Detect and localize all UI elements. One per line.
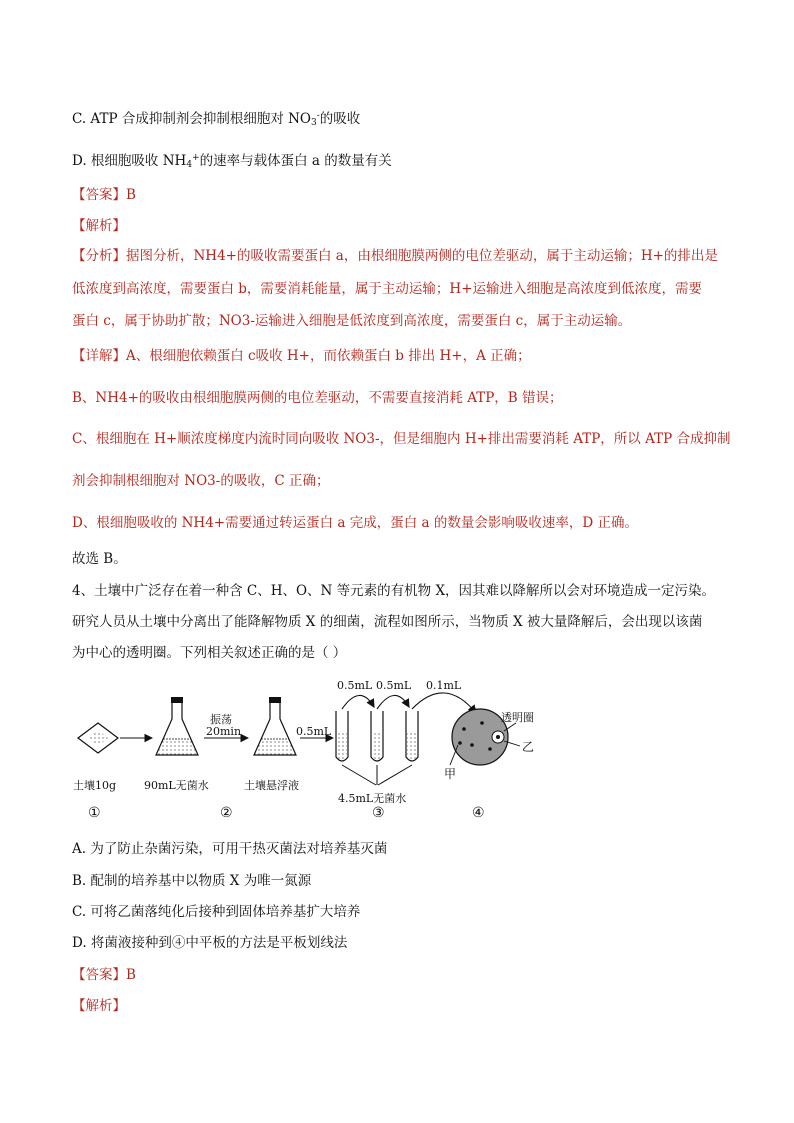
experiment-flow-diagram: [70, 673, 570, 833]
transfer-arrow: [377, 695, 409, 709]
water-90-label: 90mL无菌水: [144, 779, 209, 792]
step-3-label: ③: [372, 805, 385, 821]
shake-label: 振荡: [210, 713, 232, 726]
detail-c-line1: C、根细胞在 H+顺浓度梯度内流时同向吸收 NO3-，但是细胞内 H+排出需要消耗 ATP，所以 ATP 合成抑制: [72, 431, 731, 447]
petri-dish-icon: [452, 709, 508, 765]
option-d-text-end: 的速率与载体蛋白 a 的数量有关: [199, 153, 392, 169]
test-tube-icon: [406, 711, 418, 761]
answer-label: 【答案】: [72, 187, 126, 203]
jia-label: 甲: [444, 767, 457, 781]
transfer-arrow: [342, 695, 374, 709]
step-4-label: ④: [472, 805, 485, 821]
detail-d: D、根细胞吸收的 NH4+需要通过转运蛋白 a 完成，蛋白 a 的数量会影响吸收速率，D 正确。: [72, 515, 638, 531]
volume-label: 0.5mL: [376, 679, 412, 692]
option-c-text-end: 的吸收: [319, 111, 361, 127]
subscript: 4: [186, 160, 193, 170]
yi-label: 乙: [522, 740, 535, 754]
water-4-5-label: 4.5mL无菌水: [338, 792, 407, 805]
time-label: 20min: [206, 725, 242, 738]
answer-value: B: [126, 187, 136, 203]
volume-label: 0.5mL: [296, 725, 332, 738]
step-1-label: ①: [88, 805, 101, 821]
answer-value: B: [126, 967, 136, 983]
analysis-paragraph-line: 低浓度到高浓度，需要蛋白 b，需要消耗能量，属于主动运输；H+运输进入细胞是高浓度到低浓度，需要: [72, 281, 703, 297]
brace-lines: [342, 765, 412, 785]
analysis-label-2: 【解析】: [72, 998, 126, 1014]
soil-label: 土壤10g: [73, 779, 117, 792]
subscript: 3: [311, 118, 317, 128]
test-tube-icon: [336, 711, 348, 761]
volume-label: 0.5mL: [337, 679, 373, 692]
step-2-label: ②: [220, 805, 233, 821]
analysis-paragraph-line: 【分析】据图分析，NH4+的吸收需要蛋白 a，由根细胞膜两侧的电位差驱动，属于主动运输；H+的排出是: [72, 248, 718, 264]
option-c-text: C. ATP 合成抑制剂会抑制根细胞对 NO: [72, 111, 311, 127]
analysis-paragraph-line: 蛋白 c，属于协助扩散；NO3-运输进入细胞是低浓度到高浓度，需要蛋白 c，属于主动运输。: [72, 313, 632, 329]
option-a: A. 为了防止杂菌污染，可用干热灭菌法对培养基灭菌: [72, 841, 388, 857]
analysis-label-1: 【解析】: [72, 218, 126, 234]
detail-c-line2: 剂会抑制根细胞对 NO3-的吸收，C 正确；: [72, 473, 330, 489]
clear-zone-label: 透明圈: [501, 711, 534, 724]
detail-a: 【详解】A、根细胞依赖蛋白 c吸收 H+，而依赖蛋白 b 排出 H+，A 正确；: [72, 348, 531, 364]
flask-icon: [156, 697, 198, 755]
option-c: C. 可将乙菌落纯化后接种到固体培养基扩大培养: [72, 904, 361, 920]
test-tube-icon: [371, 711, 383, 761]
option-d-previous: [72, 148, 392, 175]
superscript: +: [192, 153, 200, 163]
transfer-arrow: [412, 693, 476, 713]
question-4-line: 研究人员从土壤中分离出了能降解物质 X 的细菌，流程如图所示，当物质 X 被大量降解后，会出现以该菌: [72, 614, 703, 630]
conclusion: 故选 B。: [72, 551, 127, 567]
detail-b: B、NH4+的吸收由根细胞膜两侧的电位差驱动，不需要直接消耗 ATP，B 错误；: [72, 390, 563, 406]
option-d: D. 将菌液接种到④中平板的方法是平板划线法: [72, 935, 348, 951]
option-c-previous: [72, 106, 360, 133]
volume-label: 0.1mL: [426, 679, 462, 692]
soil-sample-icon: [78, 723, 118, 753]
flask-icon: [254, 697, 296, 755]
suspension-label: 土壤悬浮液: [244, 779, 299, 792]
question-4-line: 为中心的透明圈。下列相关叙述正确的是（ ）: [72, 645, 347, 661]
answer-line-2: [72, 965, 136, 985]
superscript: -: [316, 111, 320, 121]
option-d-text: D. 根细胞吸收 NH: [72, 153, 187, 169]
answer-label: 【答案】: [72, 967, 126, 983]
question-4-line: 4、土壤中广泛存在着一种含 C、H、O、N 等元素的有机物 X，因其难以降解所以会对环境造成一定污染。: [72, 583, 716, 599]
answer-line-1: [72, 185, 136, 205]
option-b: B. 配制的培养基中以物质 X 为唯一氮源: [72, 873, 312, 889]
